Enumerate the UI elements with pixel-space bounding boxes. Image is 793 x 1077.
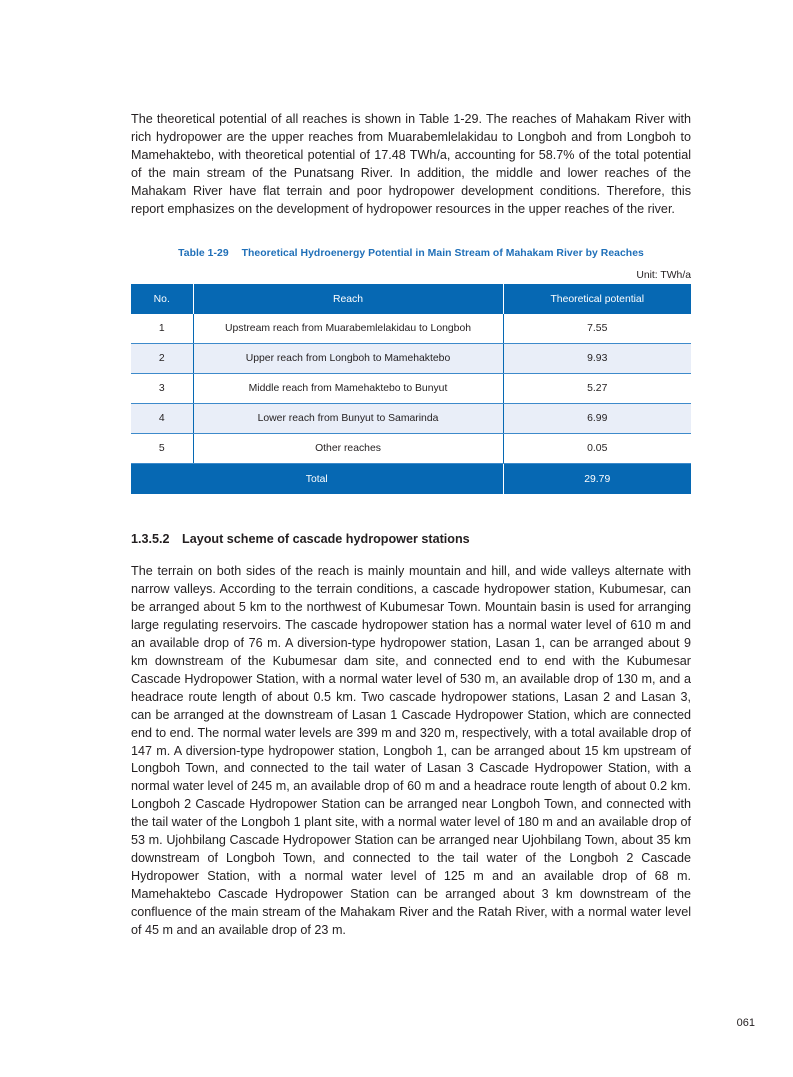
cell-no: 3	[131, 374, 193, 404]
total-value: 29.79	[503, 464, 691, 495]
cell-no: 4	[131, 404, 193, 434]
table-caption-number: Table 1-29	[178, 248, 229, 260]
total-label: Total	[131, 464, 503, 495]
document-page	[131, 111, 691, 939]
table-unit: Unit: TWh/a	[636, 270, 691, 282]
page-number: 061	[736, 1017, 755, 1029]
cell-reach: Upstream reach from Muarabemlelakidau to Longboh	[193, 314, 503, 344]
header-potential: Theoretical potential	[503, 284, 691, 314]
table-header-row	[131, 284, 691, 314]
cell-potential: 0.05	[503, 434, 691, 464]
table-row	[131, 374, 691, 404]
section-heading	[131, 532, 691, 546]
cell-potential: 9.93	[503, 344, 691, 374]
cell-no: 1	[131, 314, 193, 344]
intro-paragraph: The theoretical potential of all reaches is shown in Table 1-29. The reaches of Mahakam River with rich hydropower are the upper reaches from Muarabemlelakidau to Longboh and from Longboh to Mamehaktebo, with theoretical potential of 17.48 TWh/a, accounting for 58.7% of the total potential of the main stream of the Punatsang River. In addition, the middle and lower reaches of the Mahakam River have flat terrain and poor hydropower development conditions. Therefore, this report emphasizes on the development of hydropower resources in the upper reaches of the river.	[131, 112, 691, 216]
table-total-row	[131, 464, 691, 495]
table-caption-title: Theoretical Hydroenergy Potential in Main Stream of Mahakam River by Reaches	[241, 248, 644, 260]
cell-no: 2	[131, 344, 193, 374]
section-title: Layout scheme of cascade hydropower stations	[182, 532, 470, 547]
table-row	[131, 314, 691, 344]
cell-potential: 6.99	[503, 404, 691, 434]
header-no: No.	[131, 284, 193, 314]
section-number: 1.3.5.2	[131, 532, 170, 547]
table-caption	[131, 248, 691, 259]
cell-reach: Other reaches	[193, 434, 503, 464]
table-row	[131, 344, 691, 374]
cell-potential: 5.27	[503, 374, 691, 404]
table-row	[131, 434, 691, 464]
header-reach: Reach	[193, 284, 503, 314]
cell-potential: 7.55	[503, 314, 691, 344]
cell-no: 5	[131, 434, 193, 464]
table-row	[131, 404, 691, 434]
potential-table	[131, 284, 691, 494]
cell-reach: Lower reach from Bunyut to Samarinda	[193, 404, 503, 434]
cell-reach: Middle reach from Mamehaktebo to Bunyut	[193, 374, 503, 404]
body-paragraph: The terrain on both sides of the reach is mainly mountain and hill, and wide valleys alternate with narrow valleys. According to the terrain conditions, a cascade hydropower station, Kubumesar, can be arranged about 5 km to the northwest of Kubumesar Town. Mountain basin is used for arranging large regulating reservoirs. The cascade hydropower station has a normal water level of 610 m and an available drop of 76 m. A diversion-type hydropower station, Lasan 1, can be arranged about 9 km downstream of the Kubumesar dam site, and connected end to end with the Kubumesar Cascade Hydropower Station, with a normal water level of 530 m, an available drop of 130 m, and a headrace route length of about 0.5 km. Two cascade hydropower stations, Lasan 2 and Lasan 3, can be arranged at the downstream of Lasan 1 Cascade Hydropower Station, which are connected end to end. The normal water levels are 399 m and 320 m, respectively, with a total available drop of 147 m. A diversion-type hydropower station, Longboh 1, can be arranged about 15 km upstream of Longboh Town, and connected to the tail water of Lasan 3 Cascade Hydropower Station, with a normal water level of 245 m, an available drop of 60 m and a headrace route length of about 0.2 km. Longboh 2 Cascade Hydropower Station can be arranged near Longboh Town, and connected with the tail water of the Longboh 1 plant site, with a normal water level of 180 m and an available drop of 53 m. Ujohbilang Cascade Hydropower Station can be arranged near Ujohbilang Town, about 35 km downstream of Longboh Town, and connected to the tail water of the Longboh 2 Cascade Hydropower Station, with a normal water level of 125 m and an available drop of 68 m. Mamehaktebo Cascade Hydropower Station can be arranged about 3 km downstream of the confluence of the main stream of the Mahakam River and the Ratah River, with a normal water level of 45 m and an available drop of 23 m.	[131, 564, 691, 937]
cell-reach: Upper reach from Longboh to Mamehaktebo	[193, 344, 503, 374]
